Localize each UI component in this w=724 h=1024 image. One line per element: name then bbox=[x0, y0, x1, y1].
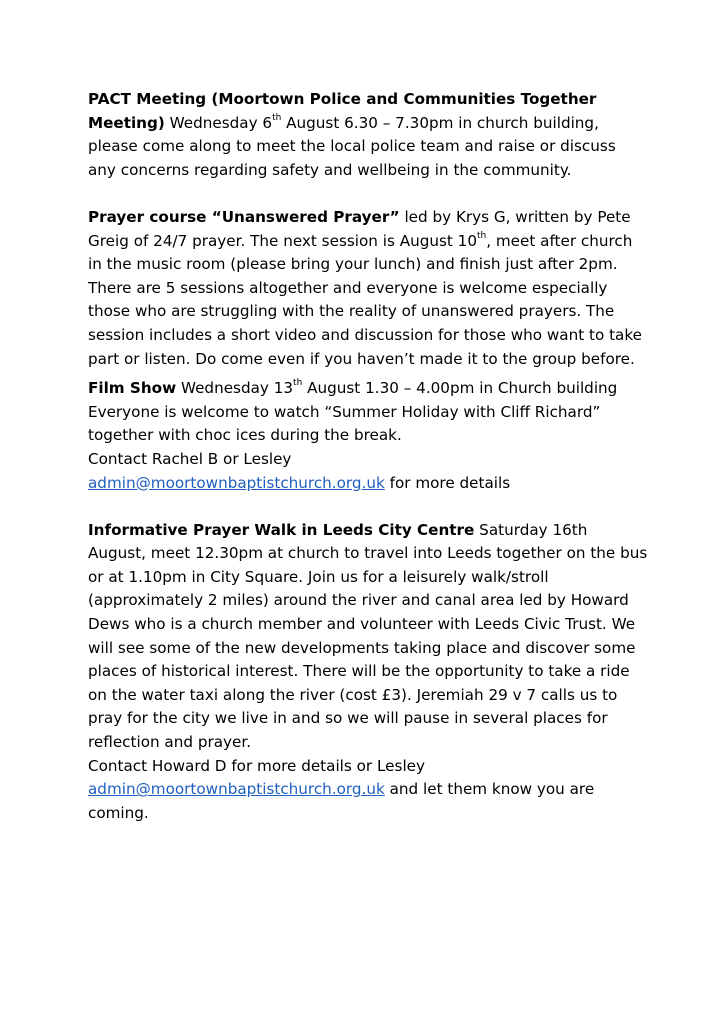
film-show-section bbox=[88, 377, 648, 495]
film-show-description: Everyone is welcome to watch “Summer Holiday with Cliff Richard” together with choc ices during the break. bbox=[88, 402, 601, 445]
prayer-walk-email-link[interactable]: admin@moortownbaptistchurch.org.uk bbox=[88, 780, 385, 799]
pact-meeting-details: August 6.30 – 7.30pm in church building, please come along to meet the local police team and raise or discuss any concerns regarding safety and wellbeing in the community. bbox=[88, 113, 616, 179]
film-show-date-suffix: th bbox=[293, 378, 303, 389]
film-show-email-suffix: for more details bbox=[384, 473, 511, 492]
prayer-walk-section bbox=[88, 519, 648, 826]
newsletter-page bbox=[88, 88, 648, 825]
film-show-paragraph bbox=[88, 377, 648, 401]
prayer-course-intro: led by Krys G, written by Pete Greig of 24/7 prayer. The next session is August 10 bbox=[88, 207, 631, 250]
prayer-walk-heading: Informative Prayer Walk in Leeds City Centre bbox=[88, 520, 475, 539]
film-show-email-link[interactable]: admin@moortownbaptistchurch.org.uk bbox=[88, 473, 385, 492]
prayer-walk-email-line bbox=[88, 778, 648, 825]
prayer-walk-contact: Contact Howard D for more details or Lesley bbox=[88, 756, 425, 775]
film-show-time-place: August 1.30 – 4.00pm in Church building bbox=[302, 379, 618, 398]
film-show-heading: Film Show bbox=[88, 379, 177, 398]
prayer-course-date-suffix: th bbox=[477, 230, 487, 241]
prayer-walk-details: Saturday 16th August, meet 12.30pm at church to travel into Leeds together on the bus or at 1.10pm in City Square. Join us for a leisurely walk/stroll (approximately 2 miles) around the river and canal area led by Howard Dews who is a church member and volunteer with Leeds Civic Trust. We will see some of the new developments taking place and discover some places of historical interest. There will be the opportunity to take a ride on the water taxi along the river (cost £3). Jeremiah 29 v 7 calls us to pray for the city we live in and so we will pause in several places for reflection and prayer. bbox=[88, 520, 648, 752]
film-show-contact: Contact Rachel B or Lesley bbox=[88, 449, 292, 468]
pact-meeting-date: Wednesday 6 bbox=[164, 113, 273, 132]
prayer-course-heading: Prayer course “Unanswered Prayer” bbox=[88, 207, 400, 226]
prayer-course-paragraph bbox=[88, 206, 648, 371]
pact-meeting-heading: PACT Meeting (Moortown Police and Communities Together Meeting) bbox=[88, 90, 597, 132]
pact-meeting-date-suffix: th bbox=[272, 112, 282, 123]
pact-meeting-paragraph bbox=[88, 88, 648, 182]
prayer-course-details: , meet after church in the music room (please bring your lunch) and finish just after 2pm. There are 5 sessions altogether and everyone is welcome especially those who are struggling with the reality of unanswered prayers. The session includes a short video and discussion for those who want to take part or listen. Do come even if you haven’t made it to the group before. bbox=[88, 231, 642, 368]
film-show-email-line bbox=[88, 472, 648, 496]
film-show-date: Wednesday 13 bbox=[176, 379, 294, 398]
prayer-walk-email-suffix: and let them know you are coming. bbox=[88, 780, 595, 822]
prayer-walk-paragraph bbox=[88, 519, 648, 755]
